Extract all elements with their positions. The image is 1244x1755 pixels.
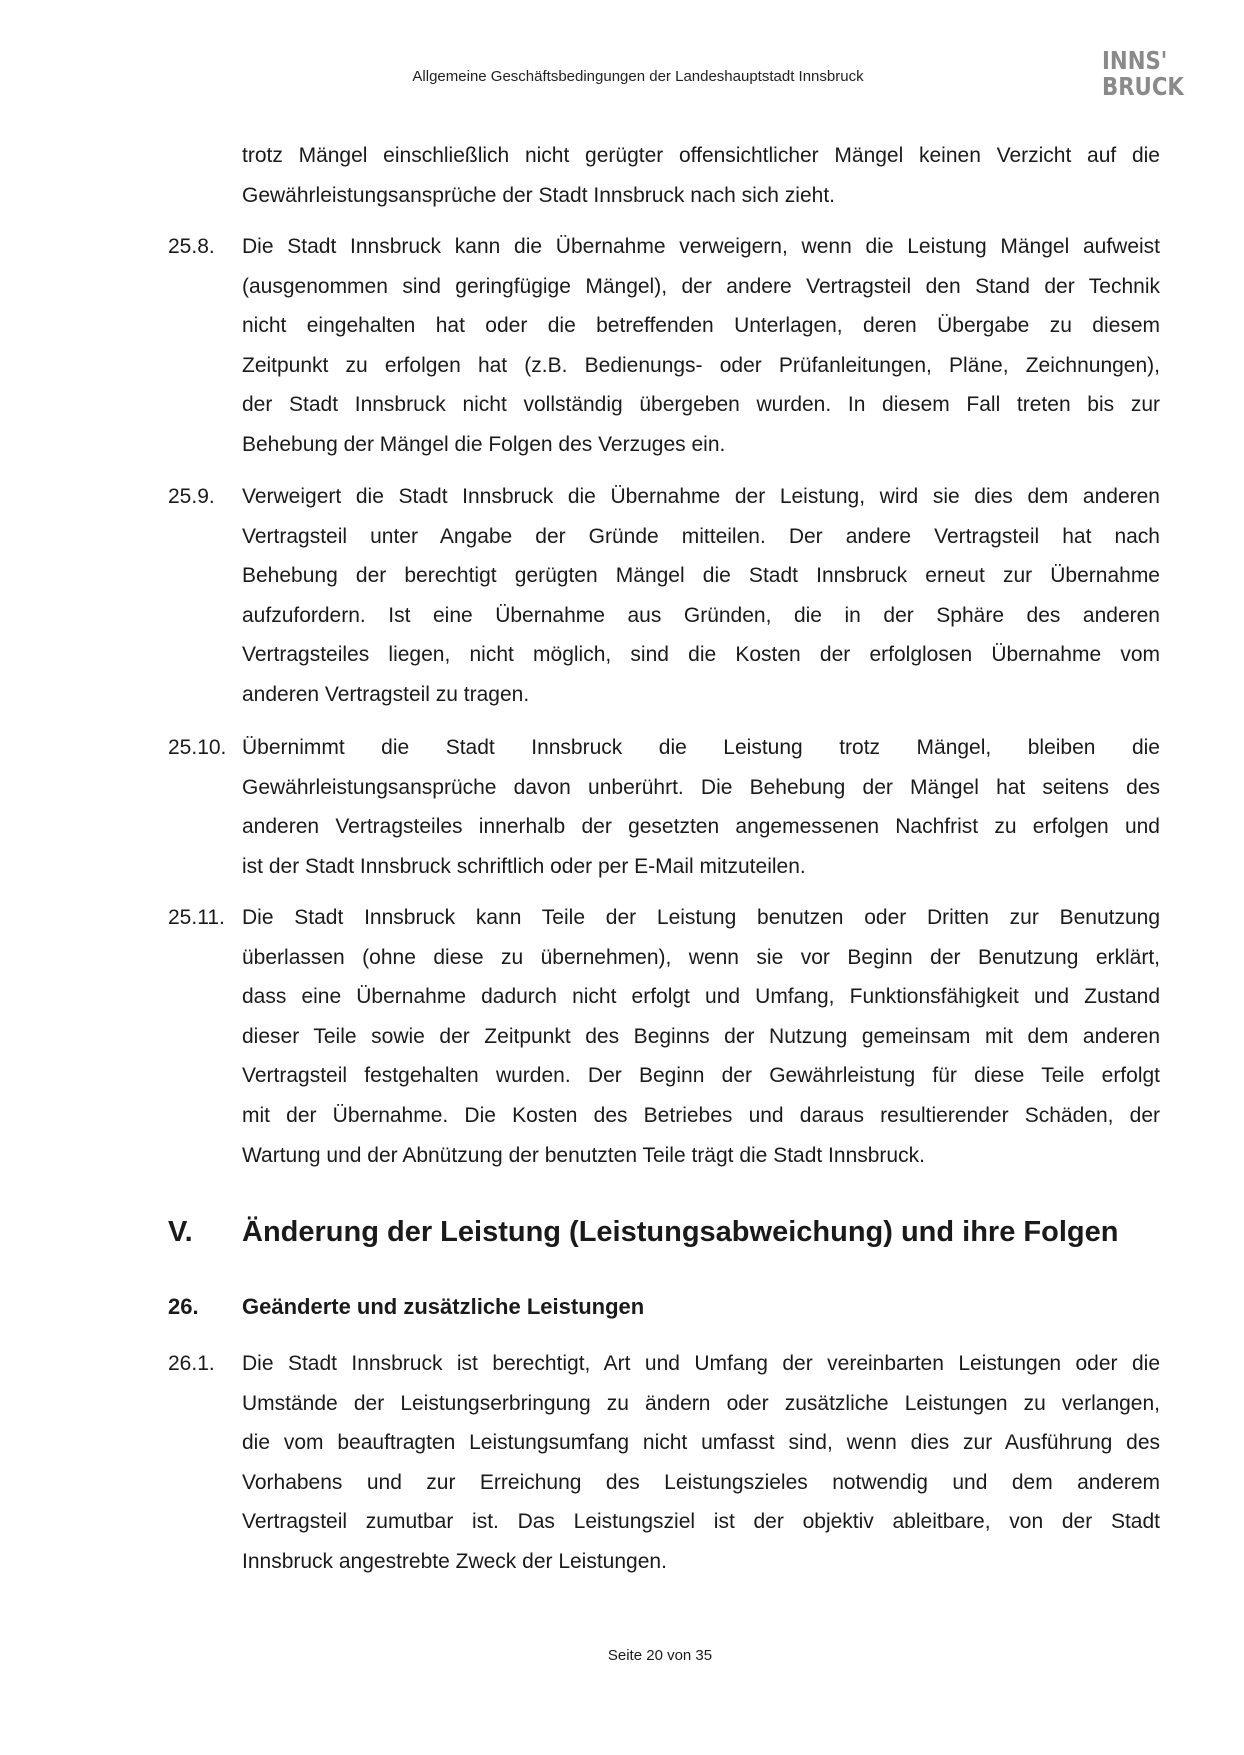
clause-number: 25.9.	[168, 485, 215, 508]
clause-paragraph	[168, 728, 1160, 886]
text-line: Behebung der Mängel die Folgen des Verzuges ein.	[242, 432, 726, 456]
clause-paragraph	[168, 477, 1160, 715]
text-line: Innsbruck angestrebte Zweck der Leistungen.	[242, 1549, 667, 1573]
clause-text	[242, 898, 1160, 1175]
text-line: ist der Stadt Innsbruck schriftlich oder per E-Mail mitzuteilen.	[242, 854, 806, 878]
clause-number: 25.8.	[168, 235, 215, 258]
text-line: Die Stadt Innsbruck kann die Übernahme verweigern, wenn die Leistung Mängel aufweist	[242, 235, 1160, 258]
clause-text	[242, 728, 1160, 886]
text-line: Zeitpunkt zu erfolgen hat (z.B. Bedienungs- oder Prüfanleitungen, Pläne, Zeichnungen),	[242, 353, 1160, 377]
section-title: Änderung der Leistung (Leistungsabweichung) und ihre Folgen	[242, 1216, 1119, 1248]
text-line: Vertragsteil festgehalten wurden. Der Beginn der Gewährleistung für diese Teile erfolgt	[242, 1064, 1160, 1088]
subsection-title: Geänderte und zusätzliche Leistungen	[242, 1294, 645, 1319]
text-line: dass eine Übernahme dadurch nicht erfolgt und Umfang, Funktionsfähigkeit und Zustand	[242, 985, 1160, 1009]
subsection-number: 26.	[168, 1294, 199, 1319]
text-line: dieser Teile sowie der Zeitpunkt des Beginns der Nutzung gemeinsam mit dem anderen	[242, 1024, 1160, 1048]
innsbruck-logo: INNS' BRUCK	[1102, 46, 1184, 101]
text-line: aufzufordern. Ist eine Übernahme aus Gründen, die in der Sphäre des anderen	[242, 603, 1160, 627]
section-heading	[168, 1216, 1119, 1249]
document-header: Allgemeine Geschäftsbedingungen der Landeshauptstadt Innsbruck	[412, 68, 864, 85]
text-line: Vertragsteiles liegen, nicht möglich, sind die Kosten der erfolglosen Übernahme vom	[242, 643, 1160, 667]
text-line: Wartung und der Abnützung der benutzten Teile trägt die Stadt Innsbruck.	[242, 1143, 925, 1167]
text-line: Übernimmt die Stadt Innsbruck die Leistung trotz Mängel, bleiben die	[242, 736, 1160, 759]
text-line: anderen Vertragsteiles innerhalb der gesetzten angemessenen Nachfrist zu erfolgen und	[242, 815, 1160, 839]
clause-paragraph	[168, 898, 1160, 1175]
text-line: Behebung der berechtigt gerügten Mängel die Stadt Innsbruck erneut zur Übernahme	[242, 564, 1160, 588]
text-line: die vom beauftragten Leistungsumfang nicht umfasst sind, wenn dies zur Ausführung des	[242, 1431, 1160, 1455]
clause-text	[242, 227, 1160, 465]
text-line: nicht eingehalten hat oder die betreffenden Unterlagen, deren Übergabe zu diesem	[242, 314, 1160, 338]
clause-number: 25.10.	[168, 736, 227, 759]
text-line: Die Stadt Innsbruck kann Teile der Leistung benutzen oder Dritten zur Benutzung	[242, 906, 1160, 929]
text-line: Vorhabens und zur Erreichung des Leistungszieles notwendig und dem anderem	[242, 1470, 1160, 1494]
text-line: Die Stadt Innsbruck ist berechtigt, Art und Umfang der vereinbarten Leistungen oder die	[242, 1352, 1160, 1375]
text-line: mit der Übernahme. Die Kosten des Betriebes und daraus resultierender Schäden, der	[242, 1103, 1160, 1127]
clause-text	[242, 477, 1160, 715]
text-line: überlassen (ohne diese zu übernehmen), wenn sie vor Beginn der Benutzung erklärt,	[242, 945, 1160, 969]
text-line: (ausgenommen sind geringfügige Mängel), der andere Vertragsteil den Stand der Technik	[242, 274, 1160, 298]
clause-text	[242, 1344, 1160, 1582]
text-line: Verweigert die Stadt Innsbruck die Übernahme der Leistung, wird sie dies dem anderen	[242, 485, 1160, 508]
text-line: Gewährleistungsansprüche davon unberührt. Die Behebung der Mängel hat seitens des	[242, 775, 1160, 799]
clause-paragraph	[168, 1344, 1160, 1582]
page-number: Seite 20 von 35	[607, 1647, 713, 1664]
clause-number: 26.1.	[168, 1352, 215, 1375]
section-number: V.	[168, 1216, 193, 1248]
text-line: Vertragsteil unter Angabe der Gründe mitteilen. Der andere Vertragsteil hat nach	[242, 524, 1160, 548]
text-line: Umstände der Leistungserbringung zu ändern oder zusätzliche Leistungen zu verlangen,	[242, 1391, 1160, 1415]
text-line: Vertragsteil zumutbar ist. Das Leistungsziel ist der objektiv ableitbare, von der Stadt	[242, 1510, 1160, 1534]
subsection-heading	[168, 1294, 645, 1320]
clause-paragraph	[168, 136, 1160, 215]
clause-paragraph	[168, 227, 1160, 465]
text-line: Gewährleistungsansprüche der Stadt Innsbruck nach sich zieht.	[242, 183, 835, 207]
text-line: trotz Mängel einschließlich nicht gerügter offensichtlicher Mängel keinen Verzicht auf die	[242, 144, 1160, 167]
text-line: der Stadt Innsbruck nicht vollständig übergeben wurden. In diesem Fall treten bis zur	[242, 393, 1160, 417]
text-line: anderen Vertragsteil zu tragen.	[242, 682, 530, 706]
clause-number: 25.11.	[168, 906, 225, 929]
clause-text	[242, 136, 1160, 215]
